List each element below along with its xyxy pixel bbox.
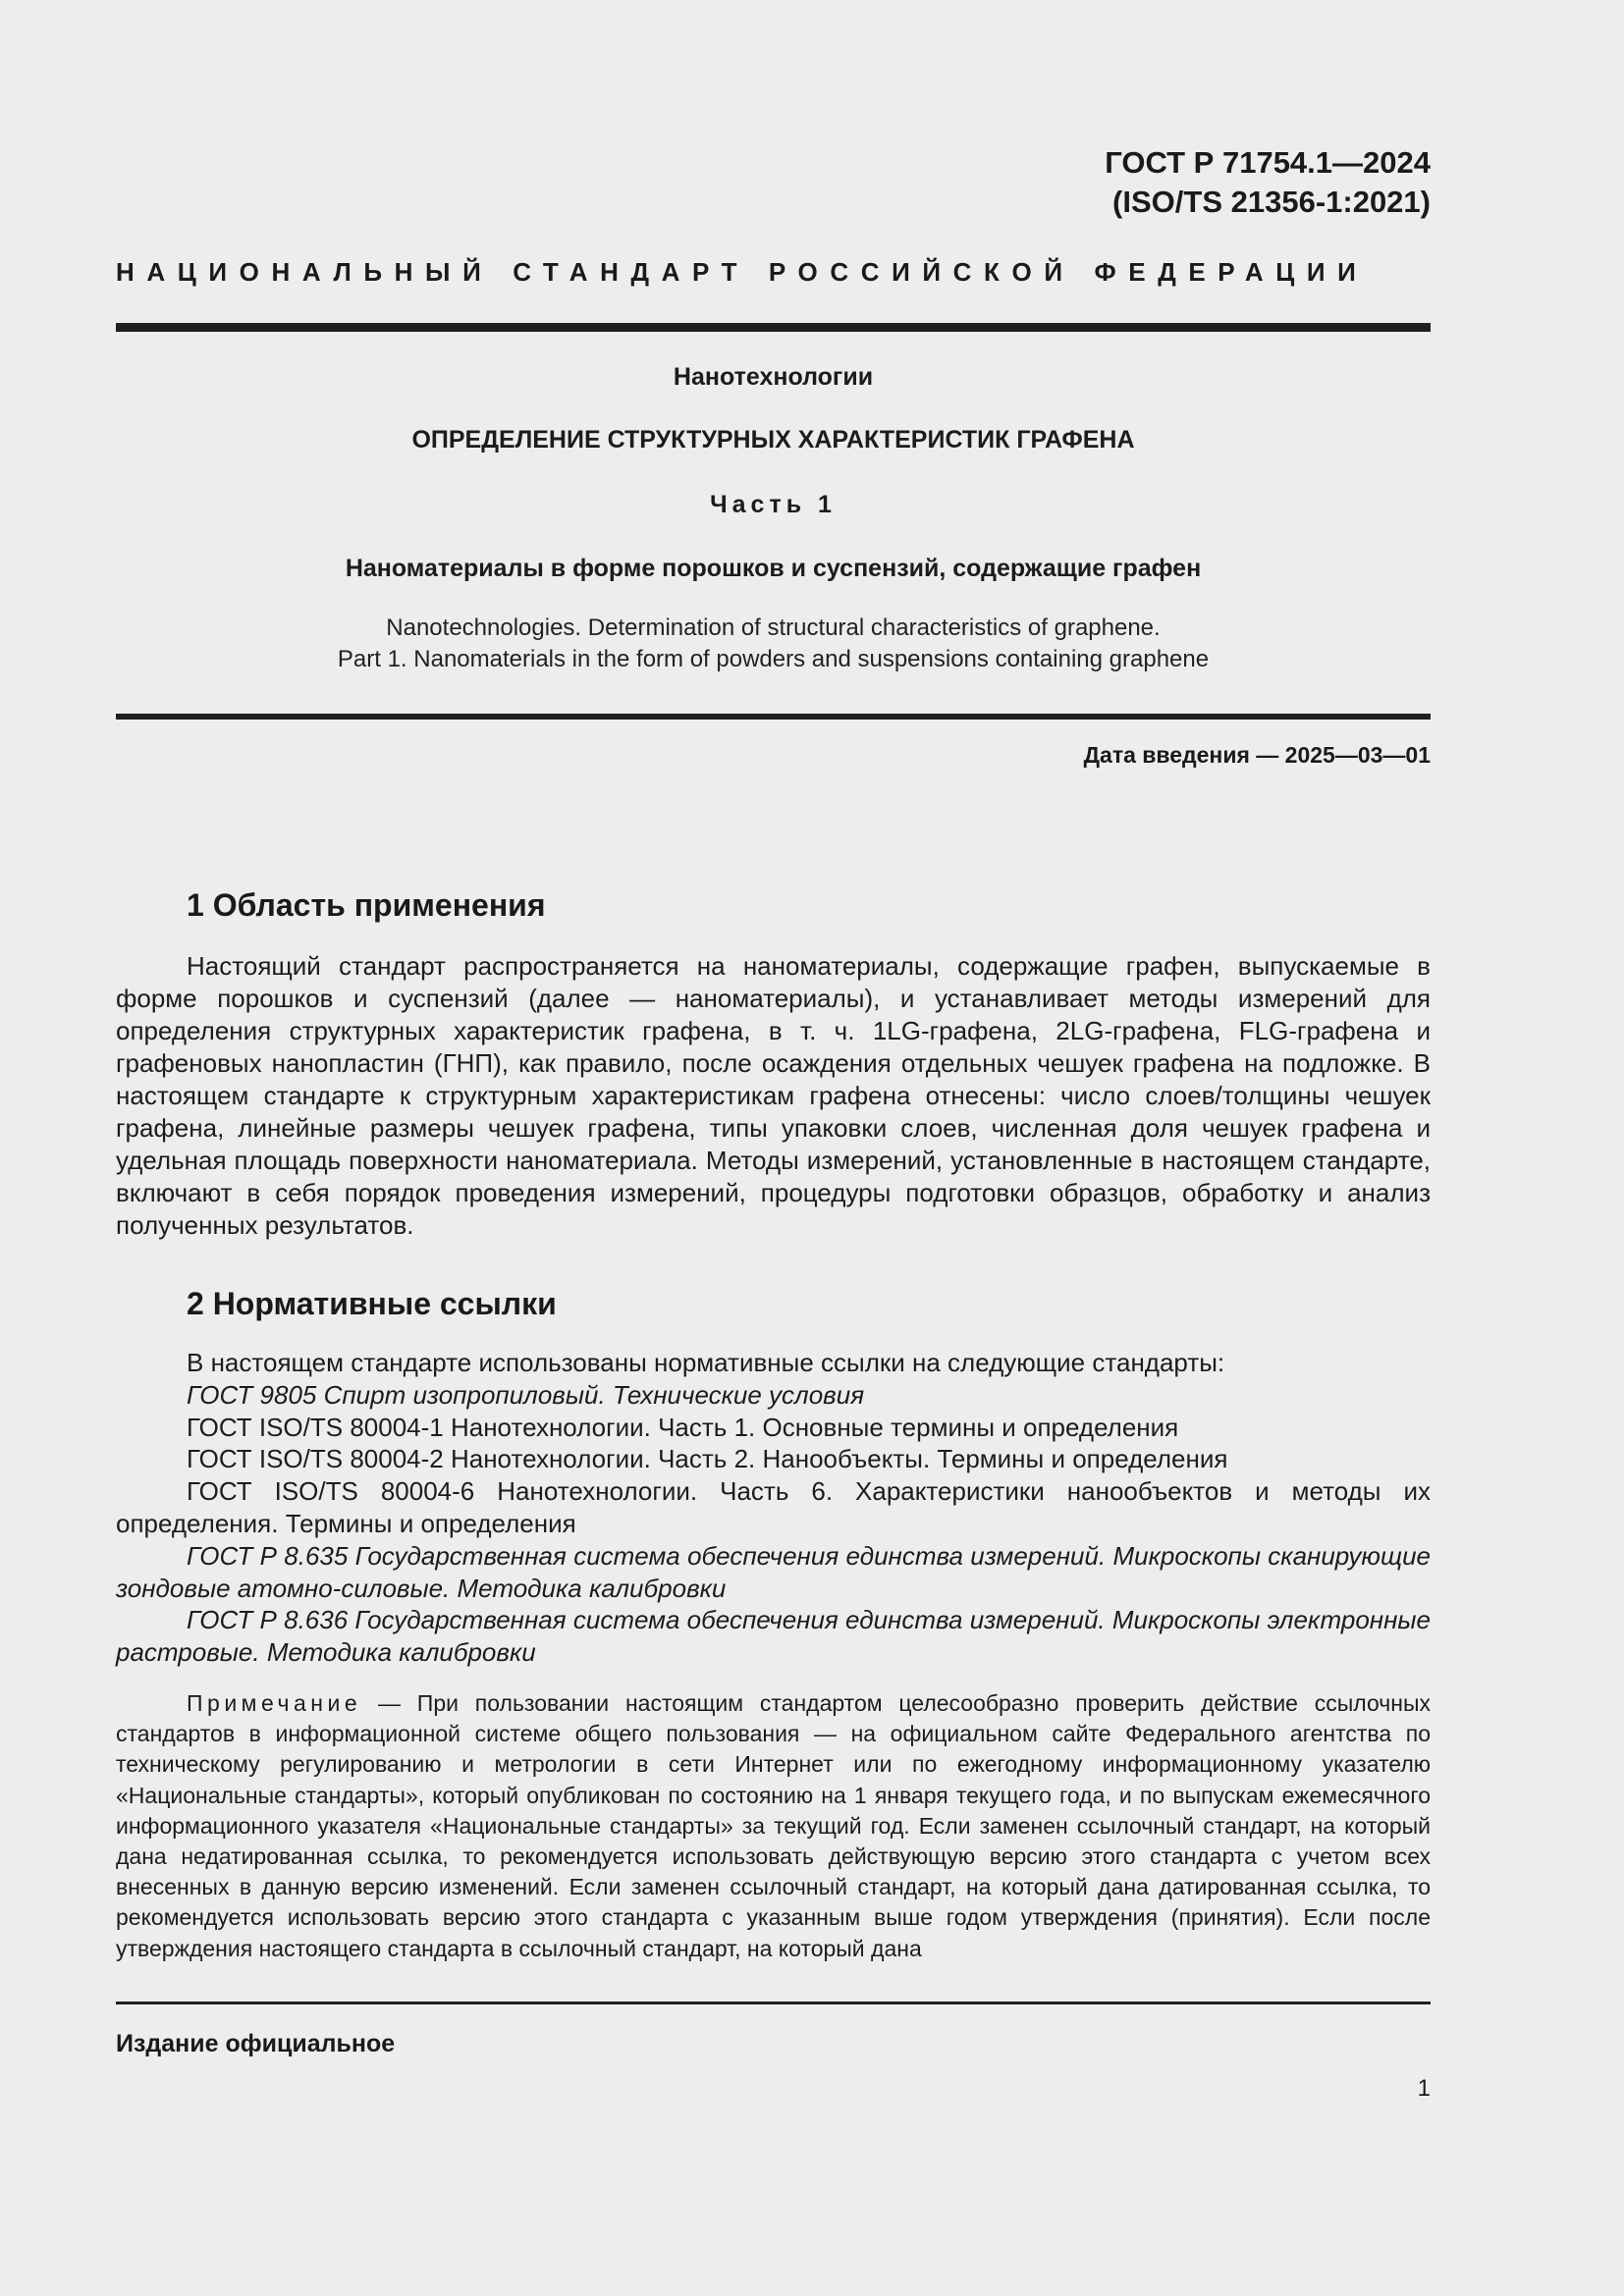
section2-heading: 2 Нормативные ссылки <box>187 1286 557 1321</box>
title-main: ОПРЕДЕЛЕНИЕ СТРУКТУРНЫХ ХАРАКТЕРИСТИК ГРАФЕНА <box>411 426 1135 454</box>
title-divider <box>116 714 1431 720</box>
reference-item: ГОСТ ISO/TS 80004-2 Нанотехнологии. Часть 2. Нанообъекты. Термины и определения <box>187 1444 1228 1474</box>
document-page <box>116 0 1431 2296</box>
standard-number-block <box>1105 143 1431 222</box>
title-field: Нанотехнологии <box>673 363 874 391</box>
standard-number: ГОСТ Р 71754.1—2024 <box>1105 145 1431 180</box>
references-intro: В настоящем стандарте использованы нормативные ссылки на следующие стандарты: <box>187 1348 1225 1377</box>
title-english-line2: Part 1. Nanomaterials in the form of powders and suspensions containing graphene <box>337 646 1210 672</box>
note-text: — При пользовании настоящим стандартом целесообразно проверить действие ссылочных стандартов в информационной системе общего пользования — на официальном сайте Федерального агентства по техническому регулированию и метрологии в сети Интернет или по ежегодному информационному указателю «Национальные стандарты», который опубликован по состоянию на 1 января текущего года, и по выпускам ежемесячного информационного указателя «Национальные стандарты» за текущий год. Если заменен ссылочный стандарт, на который дана недатированная ссылка, то рекомендуется использовать действующую версию этого стандарта с учетом всех внесенных в данную версию изменений. Если заменен ссылочный стандарт, на который дана датированная ссылка, то рекомендуется использовать версию этого стандарта с указанным выше годом утверждения (принятия). Если после утверждения настоящего стандарта в ссылочный стандарт, на который дана <box>116 1690 1431 1961</box>
section1-text: Настоящий стандарт распространяется на наноматериалы, содержащие графен, выпускаемые в форме порошков и суспензий (далее — наноматериалы), и устанавливает методы измерений для определения структурных характеристик графена, в т. ч. 1LG-графена, 2LG-графена, FLG-графена и графеновых нанопластин (ГНП), как правило, после осаждения отдельных чешуек графена на подложке. В настоящем стандарте к структурным характеристикам графена отнесены: число слоев/толщины чешуек графена, линейные размеры чешуек графена, типы упаковки слоев, численная доля чешуек графена и удельная площадь поверхности наноматериала. Методы измерений, установленные в настоящем стандарте, включают в себя порядок проведения измерений, процедуры подготовки образцов, обработку и анализ полученных результатов. <box>116 951 1431 1240</box>
page-number: 1 <box>1417 2075 1431 2102</box>
introduction-date: Дата введения — 2025—03—01 <box>1083 742 1431 768</box>
footer-divider <box>116 2002 1431 2004</box>
reference-item: ГОСТ ISO/TS 80004-6 Нанотехнологии. Часть 6. Характеристики нанообъектов и методы их определения. Термины и определения <box>116 1476 1431 1538</box>
section1-heading: 1 Область применения <box>187 887 546 923</box>
header-divider <box>116 323 1431 332</box>
official-edition-label: Издание официальное <box>116 2030 396 2057</box>
note-paragraph <box>116 1688 1431 1964</box>
reference-item: ГОСТ Р 8.636 Государственная система обеспечения единства измерений. Микроскопы электронные растровые. Методика калибровки <box>116 1605 1431 1668</box>
reference-item: ГОСТ 9805 Спирт изопропиловый. Технические условия <box>187 1379 865 1410</box>
reference-item: ГОСТ Р 8.635 Государственная система обеспечения единства измерений. Микроскопы сканирующие зондовые атомно-силовые. Методика калибровки <box>116 1540 1431 1603</box>
iso-number: (ISO/TS 21356-1:2021) <box>1112 185 1431 219</box>
national-standard-title: НАЦИОНАЛЬНЫЙ СТАНДАРТ РОССИЙСКОЙ ФЕДЕРАЦИИ <box>116 257 1369 287</box>
reference-item: ГОСТ ISO/TS 80004-1 Нанотехнологии. Часть 1. Основные термины и определения <box>187 1412 1179 1442</box>
note-label: Примечание <box>187 1690 362 1716</box>
title-english-line1: Nanotechnologies. Determination of structural characteristics of graphene. <box>386 614 1161 641</box>
normative-references <box>116 1347 1431 1669</box>
title-part: Часть 1 <box>710 491 837 518</box>
title-subtitle: Наноматериалы в форме порошков и суспензий, содержащие графен <box>345 555 1202 582</box>
